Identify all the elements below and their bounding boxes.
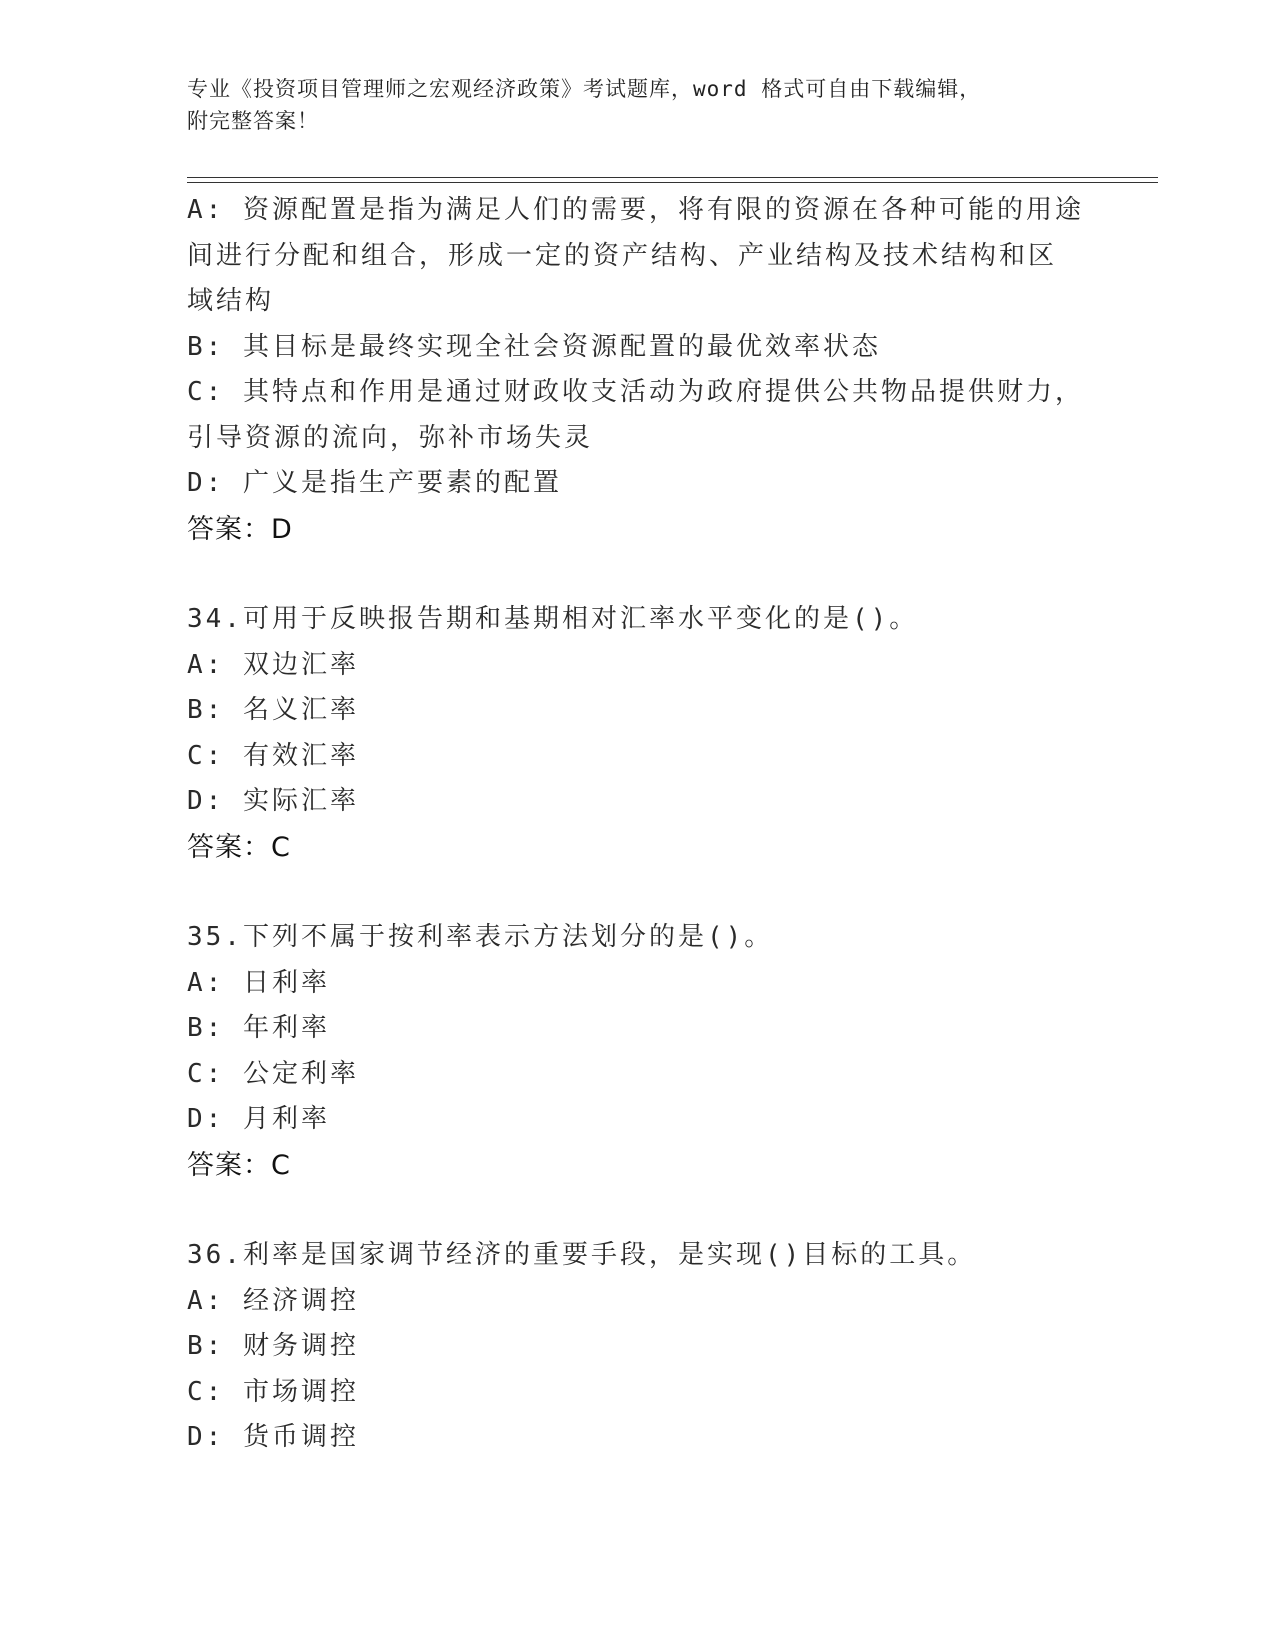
option-c-line-1: C: 其特点和作用是通过财政收支活动为政府提供公共物品提供财力， [187, 377, 1084, 407]
q34-option-a: A: 双边汇率 [187, 649, 359, 680]
question-block-34 [187, 597, 1087, 870]
option-c-line-2: 引导资源的流向，弥补市场失灵 [187, 422, 594, 453]
question-block-35 [187, 915, 1087, 1188]
option-d: D: 广义是指生产要素的配置 [187, 468, 562, 498]
q36-option-b: B: 财务调控 [187, 1331, 359, 1361]
option-a-line-2: 间进行分配和组合，形成一定的资产结构、产业结构及技术结构和区 [187, 240, 1058, 271]
question-content [187, 188, 1087, 1461]
block-spacer [187, 870, 1087, 915]
q34-option-b: B: 名义汇率 [187, 695, 359, 725]
header-divider-bottom [187, 182, 1158, 183]
question-35-text: 35.下列不属于按利率表示方法划分的是()。 [187, 922, 774, 952]
q36-option-d: D: 货币调控 [187, 1422, 359, 1452]
block-spacer [187, 1188, 1087, 1233]
header-divider-top [187, 177, 1158, 178]
option-a-line-3: 域结构 [187, 286, 275, 316]
answer-34: 答案：C [187, 831, 291, 863]
question-34-text: 34.可用于反映报告期和基期相对汇率水平变化的是()。 [187, 604, 919, 634]
q34-option-c: C: 有效汇率 [187, 740, 359, 771]
question-block-36 [187, 1233, 1087, 1461]
question-block-33 [187, 188, 1087, 552]
block-spacer [187, 552, 1087, 597]
q35-option-b: B: 年利率 [187, 1013, 330, 1043]
header-line-2: 附完整答案！ [187, 109, 319, 133]
q36-option-c: C: 市场调控 [187, 1376, 359, 1407]
option-b: B: 其目标是最终实现全社会资源配置的最优效率状态 [187, 331, 881, 362]
question-36-text: 36.利率是国家调节经济的重要手段，是实现()目标的工具。 [187, 1240, 977, 1270]
option-a-line-1: A: 资源配置是指为满足人们的需要，将有限的资源在各种可能的用途 [187, 195, 1084, 225]
q35-option-c: C: 公定利率 [187, 1058, 359, 1089]
document-header [187, 73, 1107, 137]
q35-option-d: D: 月利率 [187, 1104, 330, 1134]
q36-option-a: A: 经济调控 [187, 1285, 359, 1316]
header-line-1: 专业《投资项目管理师之宏观经济政策》考试题库，word 格式可自由下载编辑， [187, 77, 982, 101]
answer-35: 答案：C [187, 1149, 291, 1181]
q35-option-a: A: 日利率 [187, 967, 330, 998]
q34-option-d: D: 实际汇率 [187, 786, 359, 816]
answer-33: 答案：D [187, 513, 293, 545]
